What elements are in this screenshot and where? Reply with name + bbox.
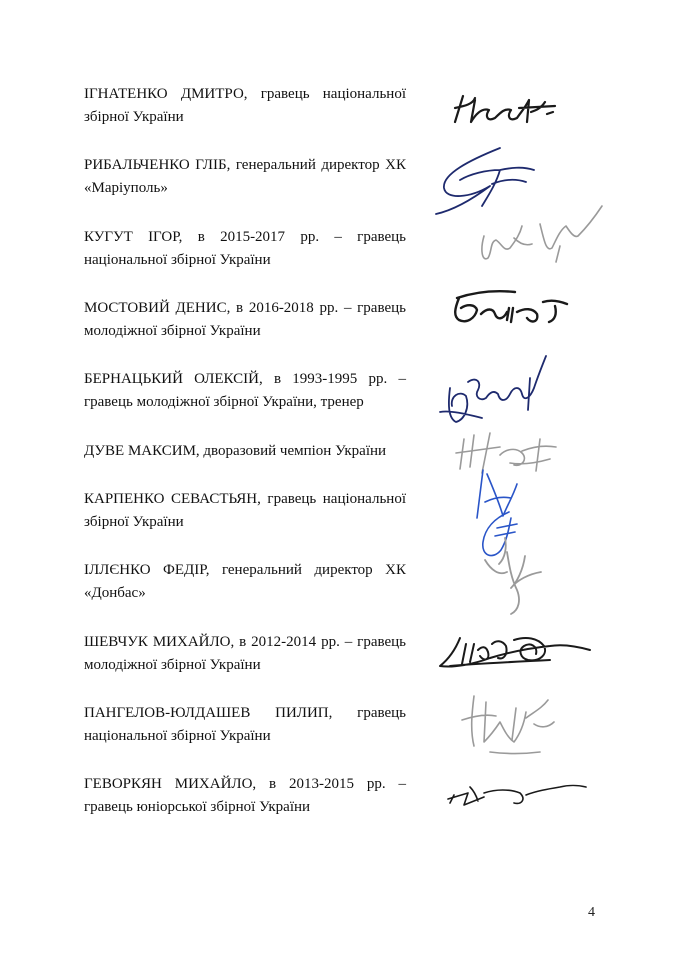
signatory-entry-bernatskyi: БЕРНАЦЬКИЙ ОЛЕКСІЙ, в 1993-1995 рр. – гравець молодіжної збірної України, тренер bbox=[84, 371, 406, 410]
signatory-entry-panhelov: ПАНГЕЛОВ-ЮЛДАШЕВ ПИЛИП, гравець національної збірної України bbox=[84, 705, 406, 744]
signatory-entry-mostovyi: МОСТОВИЙ ДЕНИС, в 2016-2018 рр. – гравець молодіжної збірної України bbox=[84, 300, 406, 339]
signatory-entry-rybalchenko: РИБАЛЬЧЕНКО ГЛІБ, генеральний директор ХК «Маріуполь» bbox=[84, 157, 406, 196]
signature-shevchuk bbox=[430, 620, 600, 680]
signatory-entry-hevorkian: ГЕВОРКЯН МИХАЙЛО, в 2013-2015 рр. – гравець юніорської збірної України bbox=[84, 776, 406, 815]
signature-panhelov bbox=[450, 682, 570, 762]
signature-hevorkian bbox=[440, 773, 590, 818]
signature-mostovyi bbox=[445, 282, 575, 332]
signatory-entry-ignatenko: ІГНАТЕНКО ДМИТРО, гравець національної збірної України bbox=[84, 86, 406, 125]
signatory-entry-karpenko: КАРПЕНКО СЕВАСТЬЯН, гравець національної збірної України bbox=[84, 491, 406, 530]
signature-kuhut bbox=[460, 200, 610, 270]
signatory-entry-illienko: ІЛЛЄНКО ФЕДІР, генеральний директор ХК «Донбас» bbox=[84, 562, 406, 601]
signature-illienko bbox=[475, 530, 555, 620]
signatory-entry-shevchuk: ШЕВЧУК МИХАЙЛО, в 2012-2014 рр. – гравець молодіжної збірної України bbox=[84, 634, 406, 673]
signature-ignatenko bbox=[445, 78, 565, 138]
signatory-entry-duve: ДУВЕ МАКСИМ, дворазовий чемпіон України bbox=[84, 443, 387, 459]
signatory-entry-kuhut: КУГУТ ІГОР, в 2015-2017 рр. – гравець національної збірної України bbox=[84, 229, 406, 268]
page-number: 4 bbox=[588, 905, 595, 920]
